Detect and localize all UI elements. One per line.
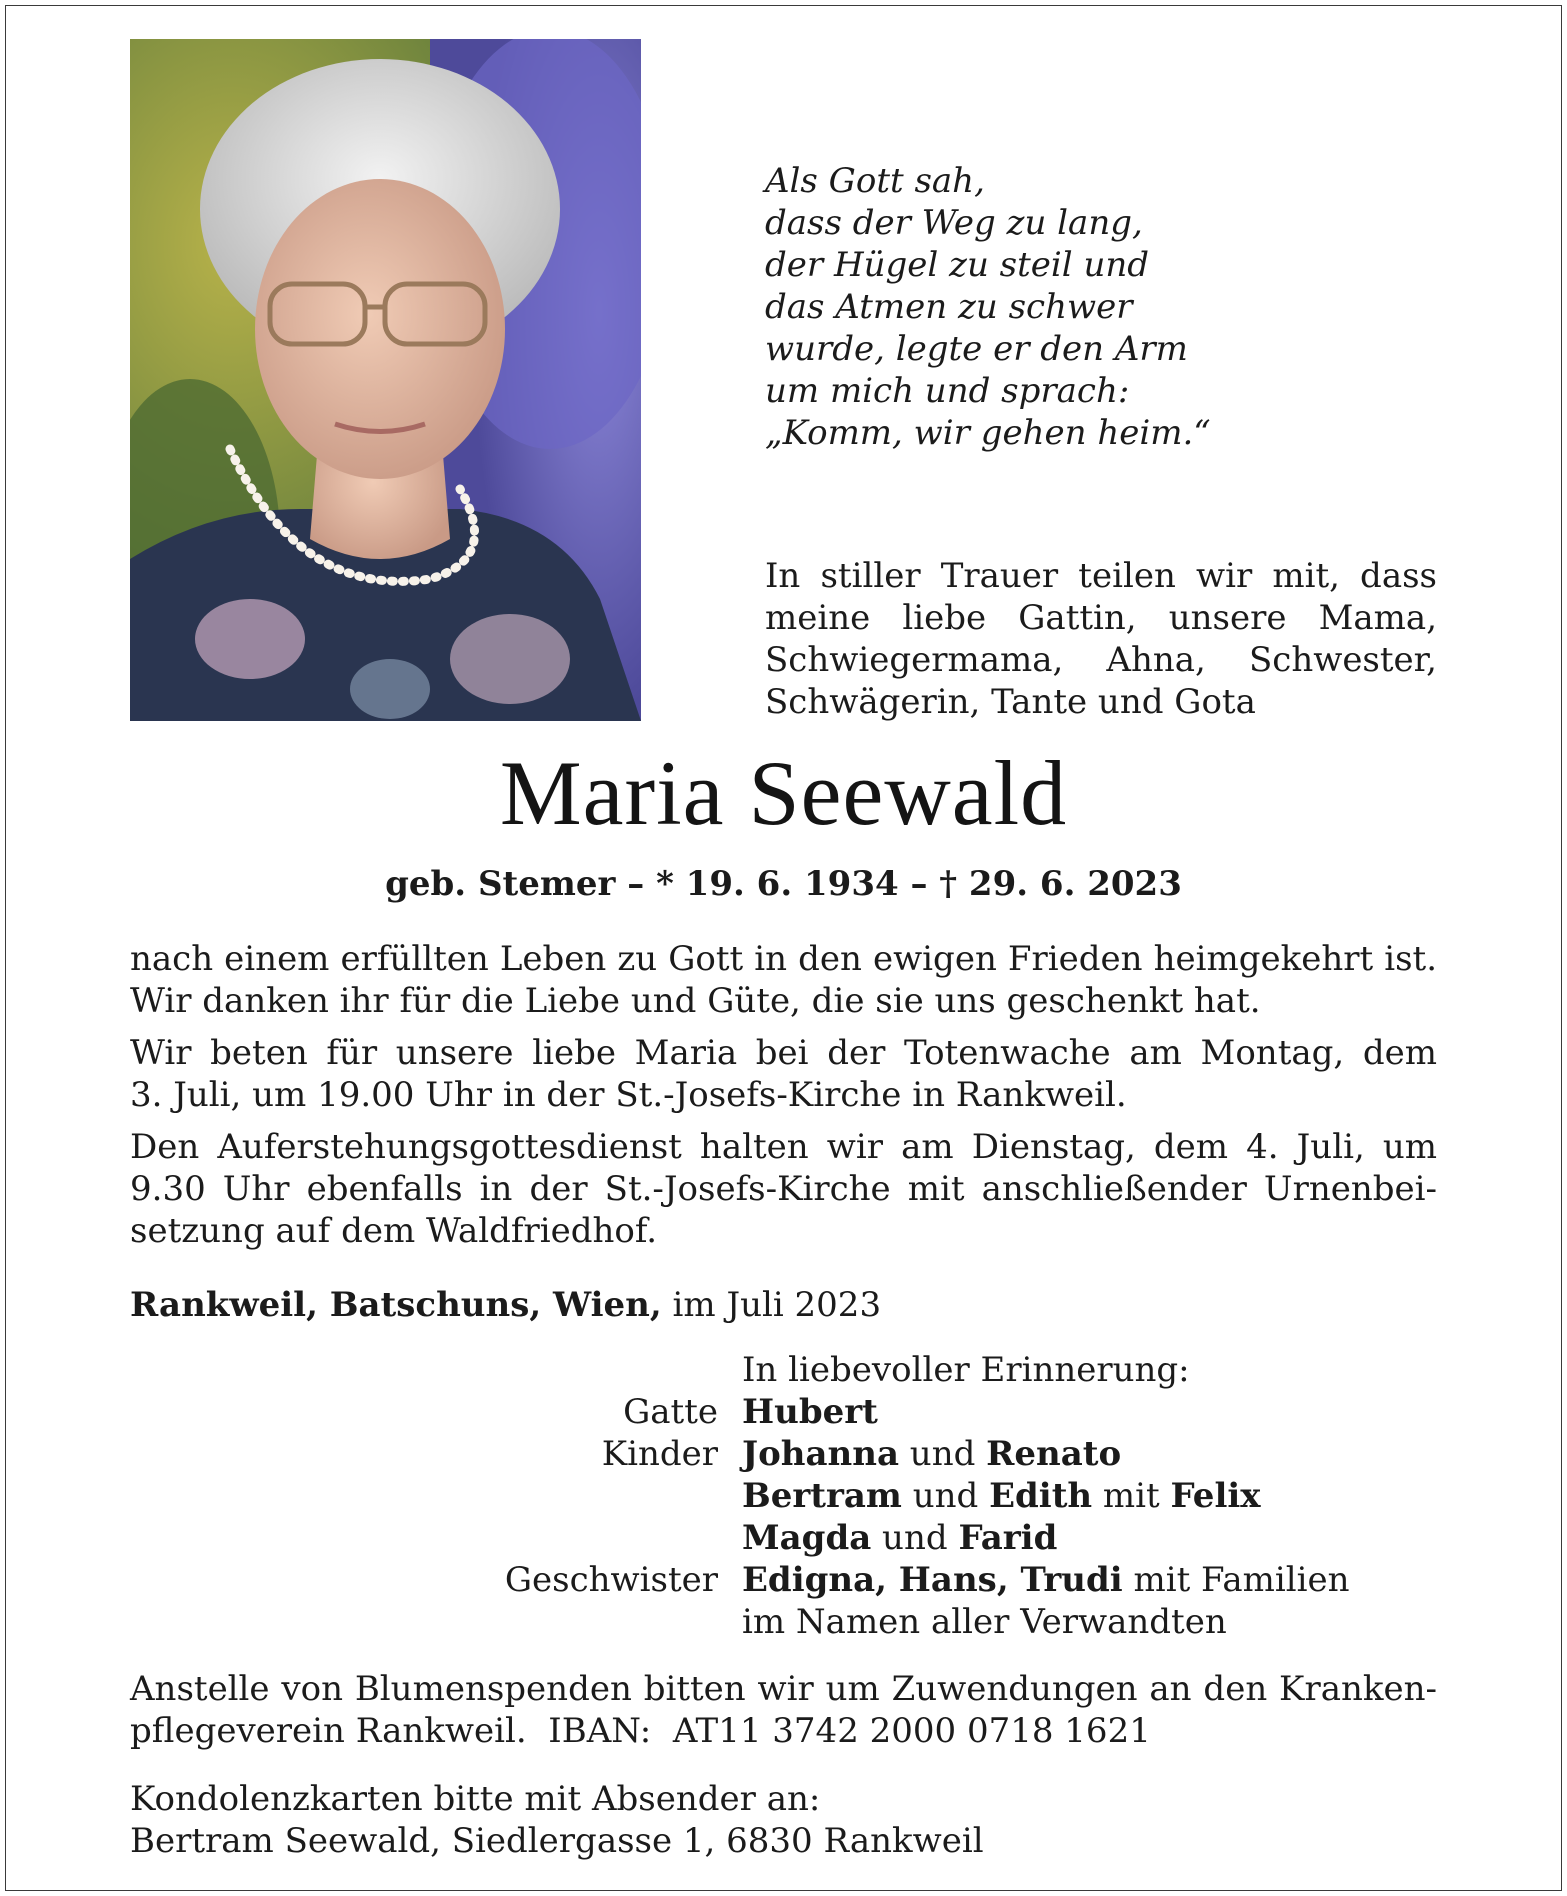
obituary-body	[130, 938, 1437, 1262]
portrait-photo-graphic	[130, 39, 641, 721]
family-member: Renato	[986, 1434, 1122, 1474]
family-row-gatte	[130, 1391, 1437, 1433]
family-member: Magda	[742, 1518, 872, 1558]
donation-line: Anstelle von Blumenspenden bitten wir um Zuwendungen an den Kranken-	[130, 1669, 1437, 1709]
family-label: Geschwister	[504, 1560, 718, 1600]
family-row-closing	[130, 1601, 1437, 1643]
intro-line: Schwiegermama, Ahna, Schwester,	[765, 640, 1437, 680]
connector: mit	[1092, 1476, 1171, 1516]
poem-line: wurde, legte er den Arm	[765, 329, 1188, 369]
deceased-name: Maria Seewald	[499, 742, 1068, 844]
condolence-line: Bertram Seewald, Siedlergasse 1, 6830 Rankweil	[130, 1821, 984, 1861]
connector: und	[901, 1476, 990, 1516]
donation-line: pflegeverein Rankweil. IBAN: AT11 3742 2000 0718 1621	[130, 1711, 1151, 1751]
poem-line: dass der Weg zu lang,	[765, 203, 1143, 243]
condolence-address	[130, 1778, 1437, 1862]
poem-line: das Atmen zu schwer	[765, 287, 1133, 327]
paragraph	[130, 1126, 1437, 1252]
poem	[765, 160, 1325, 454]
intro-text	[765, 555, 1437, 723]
family-member: Edigna, Hans, Trudi	[742, 1560, 1123, 1600]
intro-line: meine liebe Gattin, unsere Mama,	[765, 598, 1437, 638]
body-line: setzung auf dem Waldfriedhof.	[130, 1211, 658, 1251]
connector: und	[871, 1518, 959, 1558]
portrait-photo	[130, 39, 641, 721]
body-line: 9.30 Uhr ebenfalls in der St.-Josefs-Kirche mit anschließender Urnenbei-	[130, 1169, 1437, 1209]
place-names: Rankweil, Batschuns, Wien,	[130, 1285, 662, 1325]
poem-line: „Komm, wir gehen heim.“	[765, 413, 1211, 453]
place-and-date	[130, 1284, 881, 1326]
connector: mit Familien	[1122, 1560, 1350, 1600]
family-closing: im Namen aller Verwandten	[742, 1602, 1227, 1642]
life-dates: geb. Stemer – * 19. 6. 1934 – † 29. 6. 2023	[385, 864, 1182, 904]
family-member: Farid	[958, 1518, 1058, 1558]
family-member: Johanna	[742, 1434, 899, 1474]
paragraph	[130, 938, 1437, 1022]
intro-line: In stiller Trauer teilen wir mit, dass	[765, 556, 1437, 596]
family-member: Bertram	[742, 1476, 902, 1516]
paragraph	[130, 1032, 1437, 1116]
body-line: 3. Juli, um 19.00 Uhr in der St.-Josefs-Kirche in Rankweil.	[130, 1075, 1127, 1115]
family-label: Gatte	[623, 1392, 718, 1432]
poem-line: um mich und sprach:	[765, 371, 1130, 411]
condolence-line: Kondolenzkarten bitte mit Absender an:	[130, 1779, 821, 1819]
body-line: Wir danken ihr für die Liebe und Güte, die sie uns geschenkt hat.	[130, 981, 1261, 1021]
body-line: nach einem erfüllten Leben zu Gott in den ewigen Frieden heimgekehrt ist.	[130, 939, 1437, 979]
donation-note	[130, 1668, 1437, 1752]
body-line: Den Auferstehungsgottesdienst halten wir am Dienstag, dem 4. Juli, um	[130, 1127, 1437, 1167]
poem-line: der Hügel zu steil und	[765, 245, 1150, 285]
family-heading-row	[130, 1349, 1437, 1391]
family-row-geschwister	[130, 1559, 1437, 1601]
poem-line: Als Gott sah,	[765, 161, 985, 201]
family-member: Hubert	[742, 1392, 878, 1432]
family-row-kinder	[130, 1433, 1437, 1475]
family-list	[130, 1349, 1437, 1643]
connector: und	[898, 1434, 987, 1474]
family-row-kinder-3	[130, 1517, 1437, 1559]
family-heading: In liebevoller Erinnerung:	[742, 1350, 1190, 1390]
body-line: Wir beten für unsere liebe Maria bei der Totenwache am Montag, dem	[130, 1033, 1437, 1073]
family-member: Felix	[1170, 1476, 1261, 1516]
intro-line: Schwägerin, Tante und Gota	[765, 682, 1256, 722]
month-year: im Juli 2023	[661, 1285, 882, 1325]
family-row-kinder-2	[130, 1475, 1437, 1517]
family-label: Kinder	[601, 1434, 718, 1474]
family-member: Edith	[989, 1476, 1093, 1516]
